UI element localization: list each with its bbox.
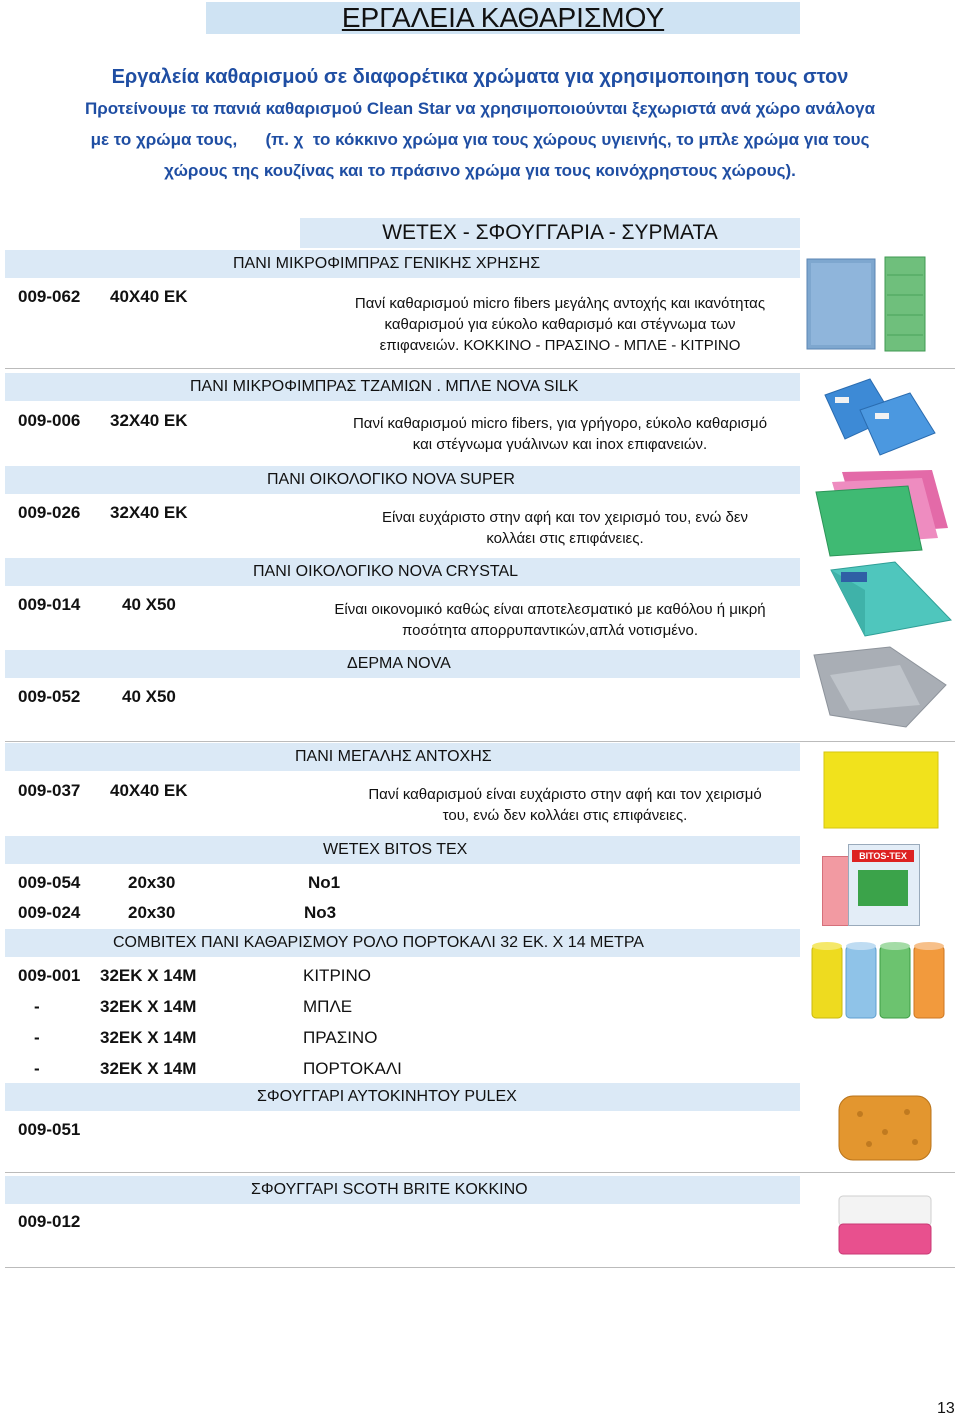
product-header: ΠΑΝΙ ΜΙΚΡΟΦΙΜΠΡΑΣ ΤΖΑΜΙΩΝ . ΜΠΛΕ NOVA SILK (190, 378, 579, 395)
intro-line-2: Προτείνουμε τα πανιά καθαρισμού Clean Star να χρησιμοποιούνται ξεχωριστά ανά χώρο ανάλογα (84, 99, 876, 118)
product-variant: No3 (304, 903, 337, 922)
product-header: ΠΑΝΙ ΜΕΓΑΛΗΣ ΑΝΤΟΧΗΣ (295, 748, 492, 765)
product-header-band (5, 929, 800, 957)
product-header: ΠΑΝΙ ΜΙΚΡΟΦΙΜΠΡΑΣ ΓΕΝΙΚΗΣ ΧΡΗΣΗΣ (233, 255, 541, 272)
product-header: ΣΦΟΥΓΓΑΡΙ SCOTH BRITE KOKKINO (251, 1181, 528, 1198)
product-color: ΚΙΤΡΙΝΟ (303, 966, 372, 985)
product-header-band (5, 558, 800, 586)
product-code: 009-052 (18, 687, 81, 706)
intro-line-1: Εργαλεία καθαρισμού σε διαφορέτικα χρώματα για χρησιμοποιηση τους στον (111, 66, 849, 88)
page-title: ΕΡΓΑΛΕΙΑ ΚΑΘΑΡΙΣΜΟΥ (206, 2, 800, 34)
crystal-cloth-image (825, 560, 955, 640)
product-description: Πανί καθαρισμού είναι ευχάριστο στην αφή και τον χειρισμό του, ενώ δεν κολλάει στις επιφάνειες. (368, 786, 762, 824)
product-code: 009-006 (18, 411, 81, 430)
product-code: - (34, 997, 40, 1016)
product-color: ΠΟΡΤΟΚΑΛΙ (303, 1059, 402, 1078)
product-header-band (5, 650, 800, 678)
product-header: ΠΑΝΙ ΟΙΚΟΛΟΓΙΚΟ NOVA SUPER (267, 471, 515, 488)
divider (5, 741, 955, 742)
product-size: 20x30 (128, 873, 176, 892)
product-size: 32ΕΚ Χ 14Μ (100, 1028, 197, 1047)
heavy-duty-cloth-image (822, 750, 940, 830)
product-size: 20x30 (128, 903, 176, 922)
eco-cloth-image (812, 468, 952, 558)
product-header-band (5, 466, 800, 494)
product-description: Πανί καθαρισμού micro fibers μεγάλης αντοχής και ικανότητας καθαρισμού για εύκολο καθαρισμό και στέγνωμα των επιφανειών. ΚΟΚΚΙΝΟ - ΠΡΑΣΙΝΟ - ΜΠΛΕ - ΚΙΤΡΙΝΟ (354, 295, 766, 354)
product-header-band (5, 373, 800, 401)
product-header: WETEX BITOS TEX (323, 841, 468, 858)
cloth-rolls-image (808, 940, 953, 1020)
microfiber-cloth-image (805, 255, 945, 355)
product-size: 32ΕΚ Χ 14Μ (100, 966, 197, 985)
product-header-band (5, 1176, 800, 1204)
divider (5, 1267, 955, 1268)
product-header-band (5, 1083, 800, 1111)
product-header: ΠΑΝΙ ΟΙΚΟΛΟΓΙΚΟ NOVA CRYSTAL (253, 563, 519, 580)
bitos-tex-pack-image (822, 842, 922, 928)
product-description: Είναι οικονομικό καθώς είναι αποτελεσματικό με καθόλου ή μικρή ποσότητα απορρυπαντικών,απλά νοτισμένο. (334, 601, 766, 639)
product-size: 40 Χ50 (122, 687, 176, 706)
product-size: 32Χ40 ΕΚ (110, 503, 188, 522)
chamois-leather-image (810, 645, 950, 730)
page-number: 13 (937, 1400, 955, 1417)
product-header-band (5, 836, 800, 864)
product-size: 32Χ40 ΕΚ (110, 411, 188, 430)
product-description: Είναι ευχάριστο στην αφή και τον χειρισμό του, ενώ δεν κολλάει στις επιφάνειες. (381, 509, 749, 547)
pack-label: BITOS-TEX (852, 850, 914, 862)
product-header-band (5, 743, 800, 771)
section-title: WETEX - ΣΦΟΥΓΓΑΡΙΑ - ΣΥΡΜΑΤΑ (300, 218, 800, 248)
product-code: 009-026 (18, 503, 81, 522)
product-code: 009-051 (18, 1120, 81, 1139)
product-size: 40Χ40 ΕΚ (110, 781, 188, 800)
product-code: 009-037 (18, 781, 81, 800)
product-variant: No1 (308, 873, 341, 892)
divider (5, 1172, 955, 1173)
intro-line-3: με το χρώμα τους, (π. χ το κόκκινο χρώμα για τους χώρους υγιεινής, το μπλε χρώμα για τους (90, 130, 870, 149)
divider (5, 368, 955, 369)
product-description: Πανί καθαρισμού micro fibers, για γρήγορο, εύκολο καθαρισμό και στέγνωμα γυάλινων και inox επιφανειών. (352, 415, 768, 453)
product-header: COMBITEX ΠΑΝΙ ΚΑΘΑΡΙΣΜΟΥ ΡΟΛΟ ΠΟΡΤΟΚΑΛΙ 32 ΕΚ. Χ 14 ΜΕΤΡΑ (113, 934, 644, 951)
product-size: 32ΕΚ Χ 14Μ (100, 1059, 197, 1078)
product-code: 009-001 (18, 966, 81, 985)
product-color: ΜΠΛΕ (303, 997, 353, 1016)
product-size: 32ΕΚ Χ 14Μ (100, 997, 197, 1016)
product-code: 009-012 (18, 1212, 81, 1231)
intro-line-4: χώρους της κουζίνας και το πράσινο χρώμα για τους κοινόχρηστους χώρους). (164, 161, 796, 180)
product-code: 009-054 (18, 873, 81, 892)
product-header: ΣΦΟΥΓΓΑΡΙ ΑΥΤΟΚΙΝΗΤΟΥ PULEX (257, 1088, 517, 1105)
product-size: 40 Χ50 (122, 595, 176, 614)
product-code: 009-024 (18, 903, 81, 922)
scotch-brite-sponge-image (835, 1190, 935, 1260)
glass-cloth-image (815, 375, 945, 460)
product-header-band (5, 250, 800, 278)
product-size: 40Χ40 ΕΚ (110, 287, 188, 306)
car-sponge-image (835, 1092, 935, 1164)
product-code: 009-062 (18, 287, 81, 306)
product-code: 009-014 (18, 595, 81, 614)
product-code: - (34, 1028, 40, 1047)
product-color: ΠΡΑΣΙΝΟ (303, 1028, 378, 1047)
product-code: - (34, 1059, 40, 1078)
product-header: ΔΕΡΜΑ NOVA (347, 655, 451, 672)
